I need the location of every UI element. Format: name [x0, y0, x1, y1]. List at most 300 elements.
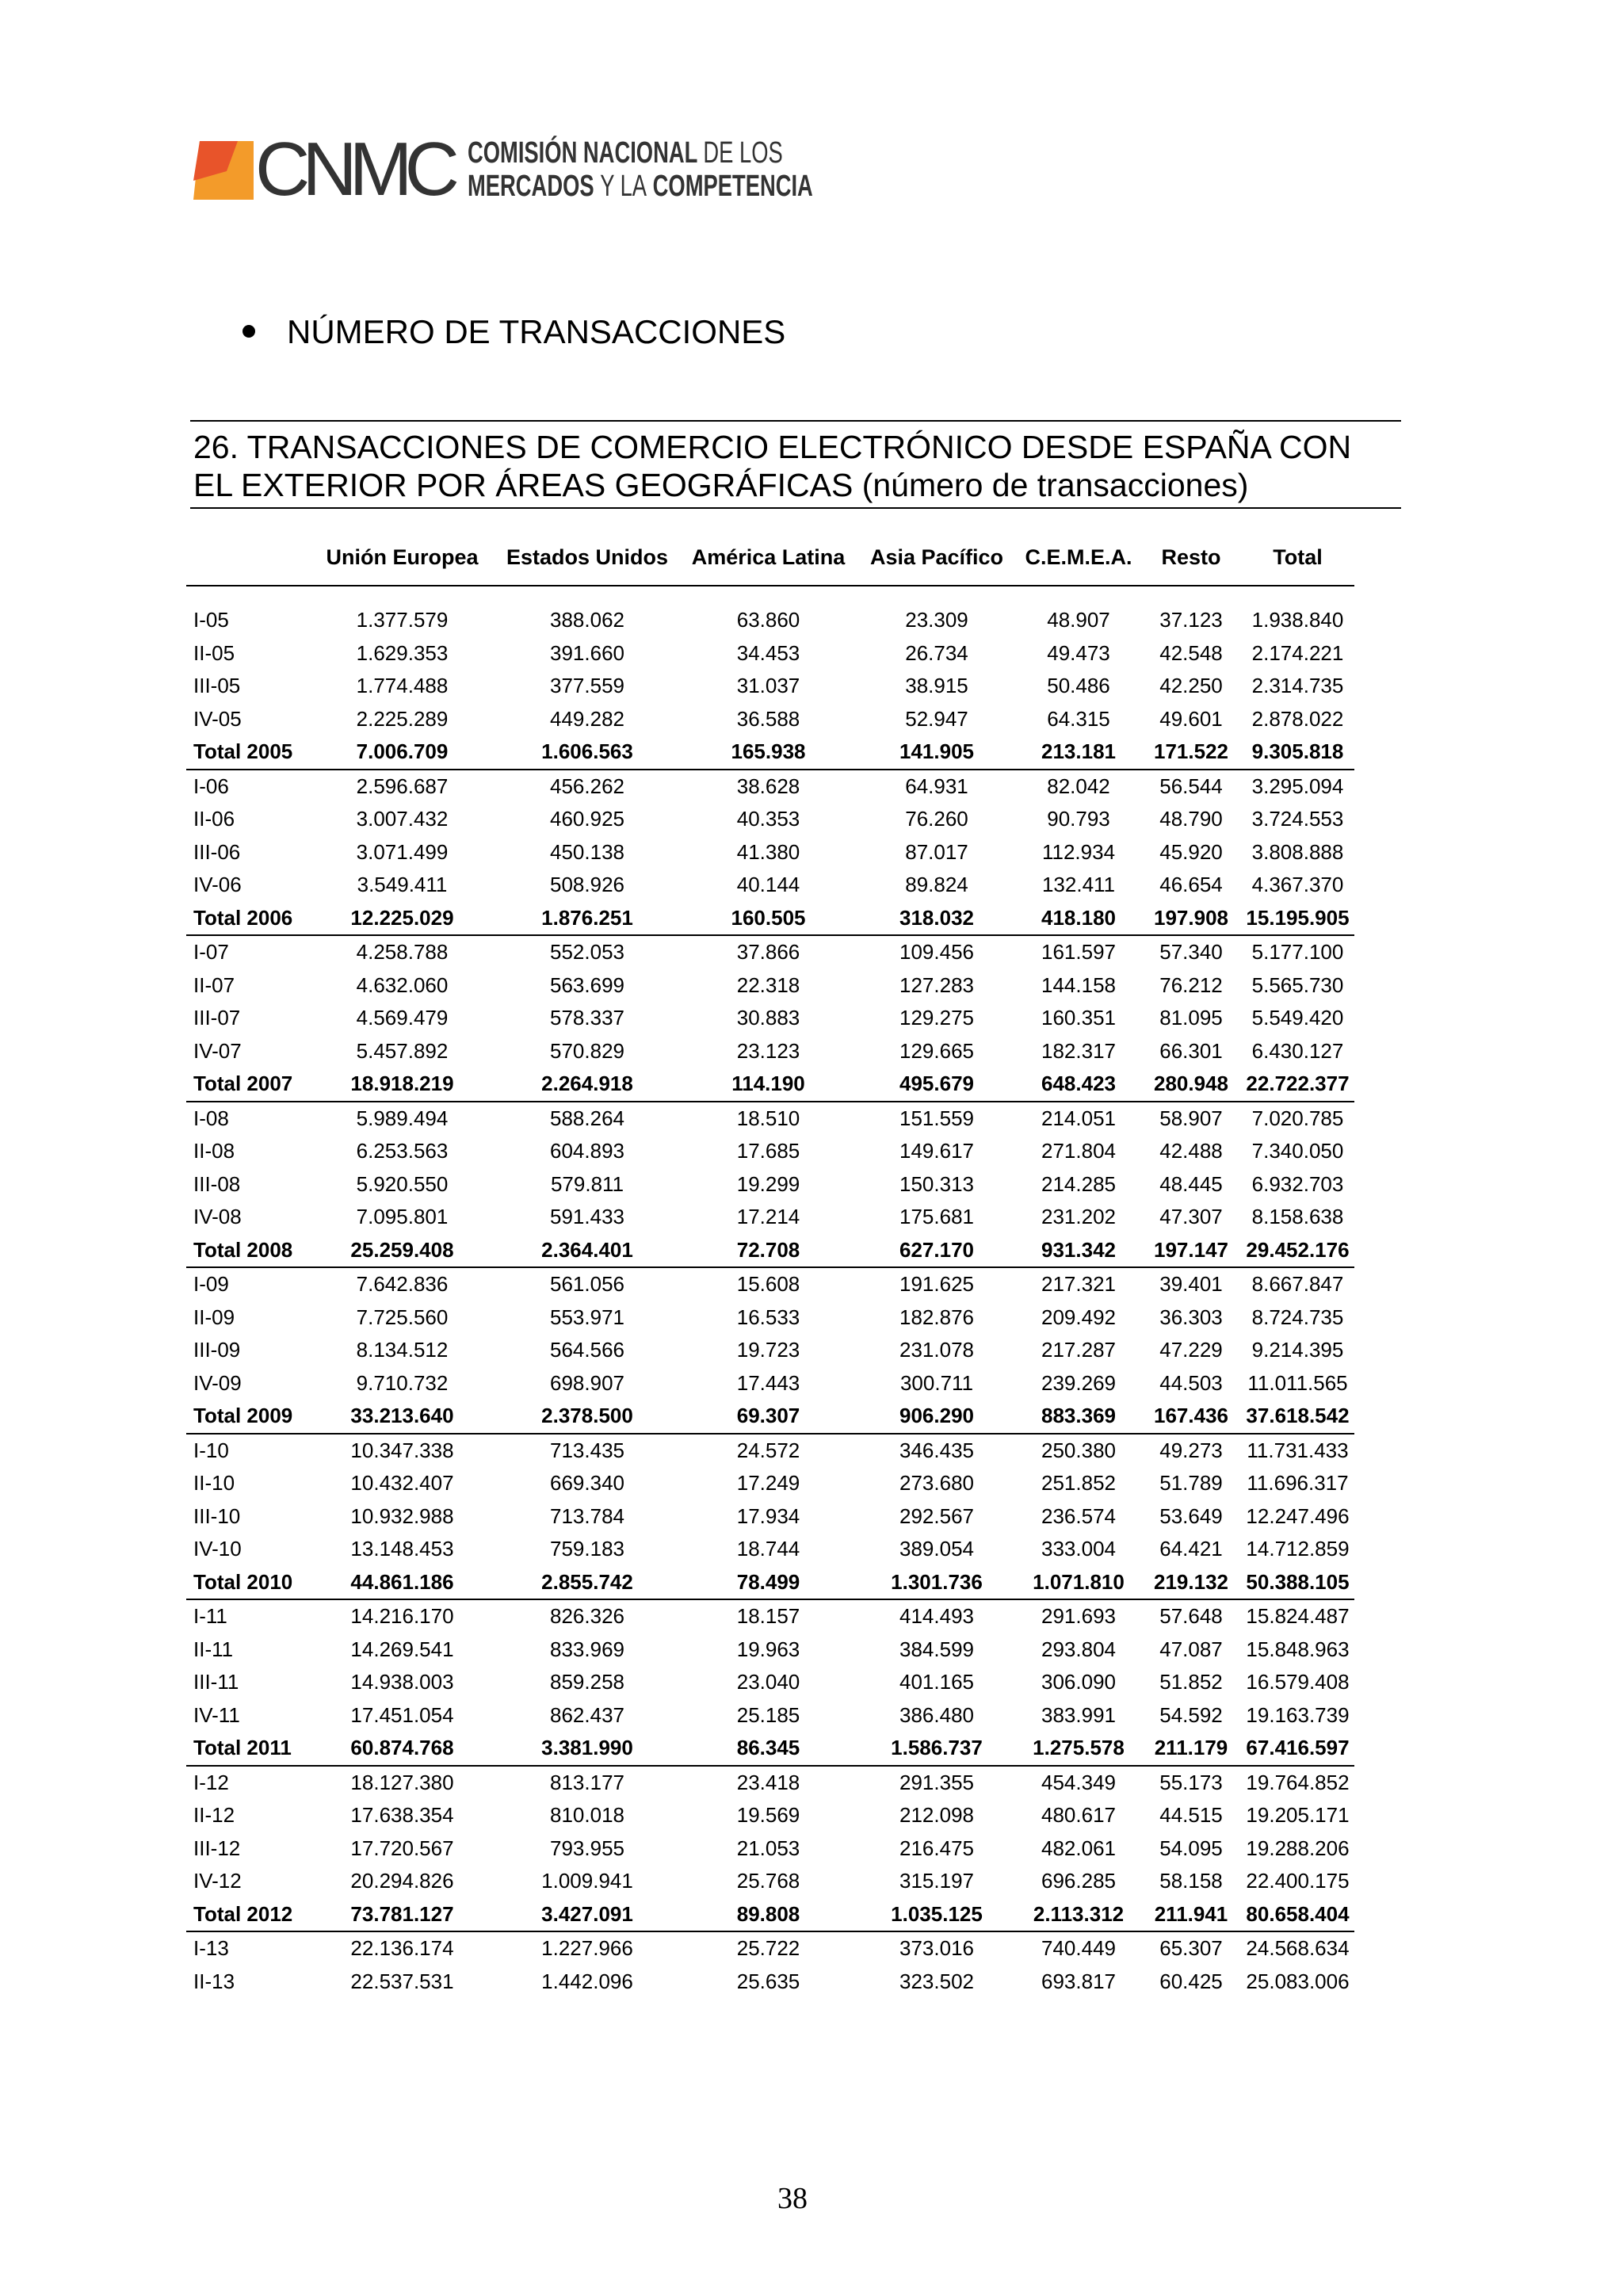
table-row	[186, 969, 1354, 1003]
row-label: IV-06	[193, 873, 242, 897]
table-cell: 414.493	[899, 1604, 974, 1629]
table-cell: 2.113.312	[1016, 1898, 1141, 1932]
table-cell: 151.559	[899, 1106, 974, 1130]
org-line1-light: DE LOS	[703, 136, 783, 170]
table-cell: 239.269	[1041, 1370, 1116, 1395]
table-cell: 4.367.370	[1251, 873, 1344, 897]
row-label: Total 2005	[186, 735, 309, 770]
table-cell: 5.920.550	[356, 1171, 449, 1196]
table-cell: 3.724.553	[1251, 807, 1344, 831]
table-row	[186, 1334, 1354, 1367]
table-cell: 1.442.096	[541, 1969, 633, 1993]
table-cell: 129.665	[899, 1038, 974, 1063]
row-label: III-05	[193, 674, 241, 698]
table-cell: 813.177	[550, 1770, 624, 1794]
table-cell: 480.617	[1041, 1803, 1116, 1828]
table-row	[186, 1201, 1354, 1234]
table-title-line1: 26. TRANSACCIONES DE COMERCIO ELECTRÓNICO DESDE ESPAÑA CON	[193, 429, 1352, 465]
table-cell: 698.907	[550, 1370, 624, 1395]
table-cell: 7.725.560	[356, 1305, 449, 1329]
table-cell: 810.018	[550, 1803, 624, 1828]
table-cell: 141.905	[857, 735, 1016, 770]
table-cell: 1.377.579	[356, 608, 449, 632]
table-cell: 306.090	[1041, 1670, 1116, 1694]
table-cell: 114.190	[679, 1068, 857, 1102]
table-cell: 20.294.826	[350, 1869, 454, 1893]
table-cell: 578.337	[550, 1006, 624, 1030]
table-cell: 209.492	[1041, 1305, 1116, 1329]
row-label: IV-05	[193, 706, 242, 731]
table-cell: 13.148.453	[350, 1537, 454, 1561]
table-cell: 23.040	[736, 1670, 800, 1694]
section-heading-text: NÚMERO DE TRANSACCIONES	[287, 313, 786, 350]
cnmc-logo-mark-icon	[193, 139, 254, 200]
row-label: II-09	[193, 1305, 235, 1329]
row-label: II-08	[193, 1139, 235, 1163]
table-cell: 454.349	[1041, 1770, 1116, 1794]
table-cell: 149.617	[899, 1139, 974, 1163]
table-cell: 17.934	[736, 1503, 800, 1528]
column-header: Unión Europea	[309, 529, 495, 586]
transactions-table	[186, 529, 1354, 1998]
table-cell: 214.051	[1041, 1106, 1116, 1130]
table-cell: 30.883	[736, 1006, 800, 1030]
row-label: I-12	[193, 1770, 229, 1794]
table-cell: 63.860	[736, 608, 800, 632]
table-cell: 41.380	[736, 839, 800, 864]
table-cell: 22.400.175	[1246, 1869, 1350, 1893]
table-cell: 231.078	[899, 1338, 974, 1362]
table-cell: 1.275.578	[1016, 1732, 1141, 1766]
total-row	[186, 902, 1354, 936]
table-cell: 508.926	[550, 873, 624, 897]
table-cell: 129.275	[899, 1006, 974, 1030]
table-cell: 217.287	[1041, 1338, 1116, 1362]
row-label: IV-10	[193, 1537, 242, 1561]
table-cell: 931.342	[1016, 1234, 1141, 1268]
total-row	[186, 1732, 1354, 1766]
table-cell: 591.433	[550, 1205, 624, 1229]
table-cell: 391.660	[550, 640, 624, 665]
table-cell: 2.878.022	[1251, 706, 1344, 731]
table-cell: 570.829	[550, 1038, 624, 1063]
table-cell: 49.601	[1159, 706, 1223, 731]
table-cell: 44.861.186	[309, 1566, 495, 1600]
table-cell: 15.608	[736, 1272, 800, 1297]
table-cell: 8.667.847	[1251, 1272, 1344, 1297]
table-cell: 5.177.100	[1251, 940, 1344, 965]
table-cell: 25.259.408	[309, 1234, 495, 1268]
table-cell: 22.537.531	[350, 1969, 454, 1993]
table-cell: 604.893	[550, 1139, 624, 1163]
table-cell: 50.486	[1047, 674, 1110, 698]
row-label: III-06	[193, 839, 241, 864]
table-cell: 17.685	[736, 1139, 800, 1163]
column-header: Asia Pacífico	[857, 529, 1016, 586]
table-cell: 48.907	[1047, 608, 1110, 632]
table-cell: 293.804	[1041, 1637, 1116, 1661]
table-cell: 19.723	[736, 1338, 800, 1362]
table-cell: 2.596.687	[356, 774, 449, 798]
table-cell: 2.264.918	[495, 1068, 679, 1102]
table-cell: 280.948	[1141, 1068, 1241, 1102]
table-cell: 19.205.171	[1246, 1803, 1350, 1828]
table-cell: 197.908	[1141, 902, 1241, 936]
row-label: III-12	[193, 1836, 241, 1860]
table-cell: 6.932.703	[1251, 1171, 1344, 1196]
table-cell: 90.793	[1047, 807, 1110, 831]
table-cell: 826.326	[550, 1604, 624, 1629]
table-cell: 76.212	[1159, 972, 1223, 997]
table-cell: 2.364.401	[495, 1234, 679, 1268]
table-row	[186, 1002, 1354, 1035]
table-row	[186, 1766, 1354, 1800]
table-title	[190, 420, 1401, 509]
table-spacer	[186, 586, 1354, 604]
table-cell: 36.303	[1159, 1305, 1223, 1329]
table-cell: 588.264	[550, 1106, 624, 1130]
table-cell: 25.635	[736, 1969, 800, 1993]
table-cell: 18.127.380	[350, 1770, 454, 1794]
row-label: Total 2011	[186, 1732, 309, 1766]
table-cell: 78.499	[679, 1566, 857, 1600]
table-cell: 64.315	[1047, 706, 1110, 731]
table-cell: 60.425	[1159, 1969, 1223, 1993]
table-cell: 696.285	[1041, 1869, 1116, 1893]
table-row	[186, 1434, 1354, 1468]
row-label: I-08	[193, 1106, 229, 1130]
row-label: II-05	[193, 640, 235, 665]
table-cell: 7.642.836	[356, 1272, 449, 1297]
table-cell: 388.062	[550, 608, 624, 632]
row-label: I-10	[193, 1438, 229, 1462]
table-cell: 44.503	[1159, 1370, 1223, 1395]
row-label: IV-07	[193, 1038, 242, 1063]
table-cell: 24.568.634	[1246, 1936, 1350, 1961]
table-cell: 57.648	[1159, 1604, 1223, 1629]
row-label: Total 2009	[186, 1400, 309, 1434]
table-cell: 8.724.735	[1251, 1305, 1344, 1329]
section-heading	[242, 313, 785, 351]
column-header	[186, 529, 309, 586]
table-cell: 73.781.127	[309, 1898, 495, 1932]
table-cell: 16.533	[736, 1305, 800, 1329]
table-cell: 197.147	[1141, 1234, 1241, 1268]
table-cell: 144.158	[1041, 972, 1116, 997]
row-label: III-11	[193, 1670, 239, 1694]
table-cell: 1.586.737	[857, 1732, 1016, 1766]
table-cell: 11.011.565	[1247, 1370, 1348, 1395]
table-cell: 1.938.840	[1251, 608, 1344, 632]
table-cell: 132.411	[1041, 873, 1116, 897]
table-row	[186, 1035, 1354, 1068]
table-cell: 17.443	[736, 1370, 800, 1395]
table-cell: 211.179	[1141, 1732, 1241, 1766]
row-label: Total 2008	[186, 1234, 309, 1268]
table-cell: 384.599	[899, 1637, 974, 1661]
table-cell: 17.214	[736, 1205, 800, 1229]
table-cell: 49.473	[1047, 640, 1110, 665]
table-row	[186, 1931, 1354, 1966]
table-cell: 482.061	[1041, 1836, 1116, 1860]
row-label: II-07	[193, 972, 235, 997]
column-header: Estados Unidos	[495, 529, 679, 586]
table-cell: 19.764.852	[1246, 1770, 1350, 1794]
table-cell: 1.301.736	[857, 1566, 1016, 1600]
table-cell: 167.436	[1141, 1400, 1241, 1434]
table-cell: 5.989.494	[356, 1106, 449, 1130]
table-cell: 450.138	[550, 839, 624, 864]
row-label: I-11	[193, 1604, 227, 1629]
table-cell: 213.181	[1016, 735, 1141, 770]
row-label: II-13	[193, 1969, 235, 1993]
table-cell: 161.597	[1041, 940, 1116, 965]
table-cell: 5.565.730	[1251, 972, 1344, 997]
table-cell: 46.654	[1159, 873, 1223, 897]
table-cell: 171.522	[1141, 735, 1241, 770]
table-cell: 323.502	[899, 1969, 974, 1993]
table-cell: 89.808	[679, 1898, 857, 1932]
table-cell: 21.053	[736, 1836, 800, 1860]
table-cell: 713.784	[550, 1503, 624, 1528]
table-cell: 51.789	[1159, 1471, 1223, 1496]
table-cell: 47.307	[1159, 1205, 1223, 1229]
table-row	[186, 1168, 1354, 1201]
table-cell: 72.708	[679, 1234, 857, 1268]
row-label: II-11	[193, 1637, 234, 1661]
organization-name	[468, 136, 813, 203]
table-cell: 250.380	[1041, 1438, 1116, 1462]
total-row	[186, 1400, 1354, 1434]
table-cell: 318.032	[857, 902, 1016, 936]
table-cell: 37.866	[736, 940, 800, 965]
table-cell: 6.253.563	[356, 1139, 449, 1163]
table-cell: 217.321	[1041, 1272, 1116, 1297]
table-cell: 3.381.990	[495, 1732, 679, 1766]
table-cell: 25.083.006	[1246, 1969, 1350, 1993]
row-label: I-07	[193, 940, 229, 965]
table-cell: 38.915	[905, 674, 968, 698]
table-cell: 76.260	[905, 807, 968, 831]
table-cell: 57.340	[1159, 940, 1223, 965]
table-cell: 15.848.963	[1246, 1637, 1350, 1661]
table-cell: 561.056	[550, 1272, 624, 1297]
table-cell: 5.457.892	[356, 1038, 449, 1063]
table-cell: 52.947	[905, 706, 968, 731]
table-cell: 38.628	[736, 774, 800, 798]
table-cell: 10.932.988	[350, 1503, 454, 1528]
table-cell: 2.174.221	[1251, 640, 1344, 665]
table-cell: 23.123	[736, 1038, 800, 1063]
table-cell: 40.353	[736, 807, 800, 831]
table-cell: 1.606.563	[495, 735, 679, 770]
table-cell: 552.053	[550, 940, 624, 965]
table-cell: 1.876.251	[495, 902, 679, 936]
table-cell: 883.369	[1016, 1400, 1141, 1434]
table-cell: 231.202	[1041, 1205, 1116, 1229]
table-row	[186, 1102, 1354, 1136]
table-cell: 34.453	[736, 640, 800, 665]
table-cell: 9.214.395	[1251, 1338, 1344, 1362]
table-cell: 64.421	[1159, 1537, 1223, 1561]
table-row	[186, 1699, 1354, 1733]
table-cell: 460.925	[550, 807, 624, 831]
table-cell: 150.313	[899, 1171, 974, 1196]
table-cell: 1.071.810	[1016, 1566, 1141, 1600]
table-cell: 377.559	[550, 674, 624, 698]
table-cell: 563.699	[550, 972, 624, 997]
row-label: Total 2010	[186, 1566, 309, 1600]
table-cell: 291.355	[899, 1770, 974, 1794]
row-label: II-10	[193, 1471, 235, 1496]
column-header: Resto	[1141, 529, 1241, 586]
org-line1-bold: COMISIÓN NACIONAL	[467, 136, 697, 170]
table-cell: 401.165	[899, 1670, 974, 1694]
table-cell: 7.340.050	[1251, 1139, 1344, 1163]
table-cell: 14.712.859	[1246, 1537, 1350, 1561]
logo-letters: CNMC	[255, 127, 452, 212]
table-cell: 42.250	[1159, 674, 1223, 698]
table-cell: 8.134.512	[356, 1338, 449, 1362]
table-cell: 67.416.597	[1241, 1732, 1354, 1766]
table-cell: 373.016	[899, 1936, 974, 1961]
table-cell: 65.307	[1159, 1936, 1223, 1961]
table-row	[186, 1301, 1354, 1335]
row-label: IV-11	[193, 1702, 240, 1727]
table-cell: 9.305.818	[1241, 735, 1354, 770]
table-cell: 740.449	[1041, 1936, 1116, 1961]
total-row	[186, 1234, 1354, 1268]
table-cell: 2.225.289	[356, 706, 449, 731]
row-label: III-09	[193, 1338, 241, 1362]
table-row	[186, 1367, 1354, 1400]
table-cell: 37.618.542	[1241, 1400, 1354, 1434]
table-cell: 17.638.354	[350, 1803, 454, 1828]
row-label: Total 2012	[186, 1898, 309, 1932]
table-cell: 160.351	[1041, 1006, 1116, 1030]
table-cell: 4.258.788	[356, 940, 449, 965]
total-row	[186, 735, 1354, 770]
table-cell: 333.004	[1041, 1537, 1116, 1561]
table-row	[186, 703, 1354, 736]
table-cell: 47.087	[1159, 1637, 1223, 1661]
cnmc-logo	[193, 127, 947, 212]
table-cell: 55.173	[1159, 1770, 1223, 1794]
table-cell: 418.180	[1016, 902, 1141, 936]
table-cell: 4.569.479	[356, 1006, 449, 1030]
table-cell: 109.456	[899, 940, 974, 965]
table-cell: 3.427.091	[495, 1898, 679, 1932]
table-cell: 80.658.404	[1241, 1898, 1354, 1932]
table-cell: 165.938	[679, 735, 857, 770]
table-cell: 12.225.029	[309, 902, 495, 936]
table-cell: 3.808.888	[1251, 839, 1344, 864]
table-row	[186, 637, 1354, 670]
org-line2-c: COMPETENCIA	[652, 170, 813, 203]
table-cell: 10.347.338	[350, 1438, 454, 1462]
table-cell: 793.955	[550, 1836, 624, 1860]
table-cell: 18.157	[736, 1604, 800, 1629]
table-cell: 315.197	[899, 1869, 974, 1893]
table-cell: 383.991	[1041, 1702, 1116, 1727]
table-cell: 87.017	[905, 839, 968, 864]
table-cell: 50.388.105	[1241, 1566, 1354, 1600]
table-header-row	[186, 529, 1354, 586]
row-label: I-05	[193, 608, 229, 632]
table-cell: 4.632.060	[356, 972, 449, 997]
table-cell: 48.445	[1159, 1171, 1223, 1196]
table-cell: 54.095	[1159, 1836, 1223, 1860]
table-cell: 53.649	[1159, 1503, 1223, 1528]
table-cell: 22.722.377	[1241, 1068, 1354, 1102]
table-cell: 10.432.407	[350, 1471, 454, 1496]
table-cell: 2.855.742	[495, 1566, 679, 1600]
table-row	[186, 1865, 1354, 1898]
table-cell: 292.567	[899, 1503, 974, 1528]
table-cell: 89.824	[905, 873, 968, 897]
table-row	[186, 803, 1354, 836]
table-cell: 273.680	[899, 1471, 974, 1496]
table-cell: 579.811	[550, 1171, 624, 1196]
total-row	[186, 1898, 1354, 1932]
row-label: III-10	[193, 1503, 241, 1528]
table-row	[186, 1832, 1354, 1866]
table-cell: 271.804	[1041, 1139, 1116, 1163]
table-cell: 564.566	[550, 1338, 624, 1362]
table-cell: 2.314.735	[1251, 674, 1344, 698]
table-cell: 862.437	[550, 1702, 624, 1727]
table-cell: 389.054	[899, 1537, 974, 1561]
table-cell: 16.579.408	[1246, 1670, 1350, 1694]
table-cell: 449.282	[550, 706, 624, 731]
table-cell: 23.418	[736, 1770, 800, 1794]
table-cell: 12.247.496	[1246, 1503, 1350, 1528]
table-cell: 19.963	[736, 1637, 800, 1661]
org-line2-a: MERCADOS	[467, 170, 594, 203]
table-cell: 211.941	[1141, 1898, 1241, 1932]
table-row	[186, 935, 1354, 969]
table-cell: 23.309	[905, 608, 968, 632]
row-label: Total 2006	[186, 902, 309, 936]
row-label: I-06	[193, 774, 229, 798]
row-label: IV-09	[193, 1370, 242, 1395]
row-label: I-09	[193, 1272, 229, 1297]
table-row	[186, 1799, 1354, 1832]
table-cell: 127.283	[899, 972, 974, 997]
table-cell: 54.592	[1159, 1702, 1223, 1727]
table-cell: 3.007.432	[356, 807, 449, 831]
table-cell: 25.722	[736, 1936, 800, 1961]
table-cell: 1.035.125	[857, 1898, 1016, 1932]
table-cell: 3.549.411	[357, 873, 448, 897]
table-cell: 627.170	[857, 1234, 1016, 1268]
table-cell: 25.185	[736, 1702, 800, 1727]
table-cell: 713.435	[550, 1438, 624, 1462]
table-cell: 7.006.709	[309, 735, 495, 770]
table-cell: 7.095.801	[356, 1205, 449, 1229]
table-cell: 7.020.785	[1251, 1106, 1344, 1130]
column-header: América Latina	[679, 529, 857, 586]
table-cell: 56.544	[1159, 774, 1223, 798]
table-cell: 19.299	[736, 1171, 800, 1196]
total-row	[186, 1068, 1354, 1102]
table-cell: 3.071.499	[356, 839, 449, 864]
table-cell: 44.515	[1159, 1803, 1223, 1828]
table-cell: 212.098	[899, 1803, 974, 1828]
table-row	[186, 1500, 1354, 1534]
table-cell: 182.317	[1041, 1038, 1116, 1063]
table-cell: 191.625	[899, 1272, 974, 1297]
